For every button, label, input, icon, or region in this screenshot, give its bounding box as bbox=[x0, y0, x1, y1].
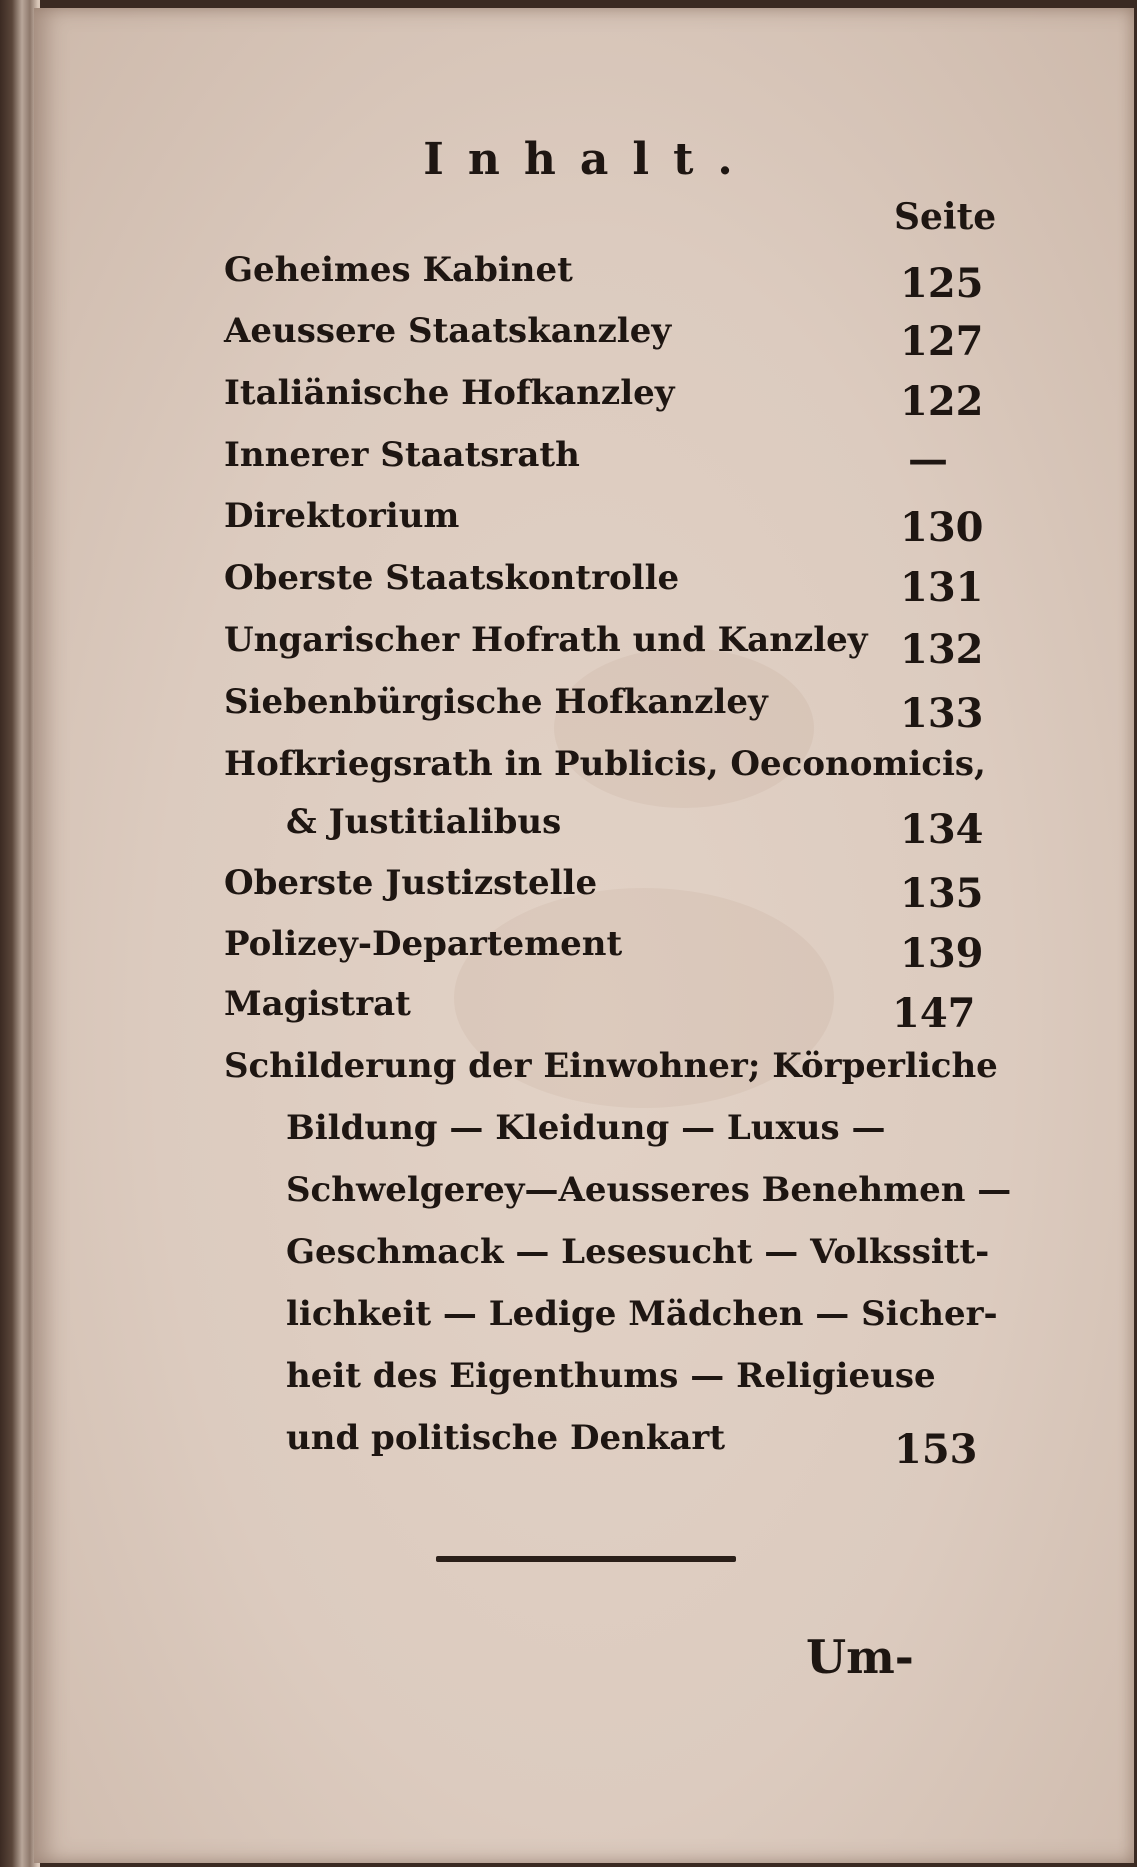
toc-page-number: 133 bbox=[900, 690, 984, 737]
toc-entry-text: Direktorium bbox=[224, 496, 460, 536]
toc-entry-text: Bildung — Kleidung — Luxus — bbox=[286, 1108, 886, 1148]
toc-page-number: 125 bbox=[900, 260, 984, 307]
toc-entry-text: & Justitialibus bbox=[286, 802, 562, 842]
toc-page-number: 131 bbox=[900, 564, 984, 611]
toc-page-number: 147 bbox=[892, 990, 976, 1037]
page-title: Inhalt. bbox=[423, 134, 757, 185]
toc-page-number: 130 bbox=[900, 504, 984, 551]
toc-entry-text: Oberste Staatskontrolle bbox=[224, 558, 680, 598]
toc-entry-text: Geschmack — Lesesucht — Volkssitt- bbox=[286, 1232, 990, 1272]
paper-stain bbox=[554, 648, 814, 808]
toc-entry-text: Schwelgerey—Aeusseres Benehmen — bbox=[286, 1170, 1012, 1210]
toc-page-number: 139 bbox=[900, 930, 984, 977]
toc-entry-text: Italiänische Hofkanzley bbox=[224, 373, 675, 413]
catchword: Um- bbox=[806, 1630, 914, 1684]
toc-page-number: 134 bbox=[900, 806, 984, 853]
toc-entry-text: Innerer Staatsrath bbox=[224, 435, 580, 475]
toc-entry-text: Magistrat bbox=[224, 984, 411, 1024]
toc-entry-text: Hofkriegsrath in Publicis, Oeconomicis, bbox=[224, 744, 986, 784]
toc-entry-text: Siebenbürgische Hofkanzley bbox=[224, 682, 768, 722]
toc-entry-text: Geheimes Kabinet bbox=[224, 250, 573, 290]
toc-entry-text: Polizey-Departement bbox=[224, 924, 623, 964]
toc-entry-text: Oberste Justizstelle bbox=[224, 863, 598, 903]
toc-page-number: — bbox=[908, 436, 948, 483]
toc-entry-text: und politische Denkart bbox=[286, 1418, 726, 1458]
toc-page-number: 122 bbox=[900, 378, 984, 425]
toc-page-number: 135 bbox=[900, 870, 984, 917]
toc-page-number: 132 bbox=[900, 626, 984, 673]
toc-page-number: 127 bbox=[900, 318, 984, 365]
toc-entry-text: Ungarischer Hofrath und Kanzley bbox=[224, 620, 868, 660]
divider-rule bbox=[436, 1556, 736, 1562]
page-column-label: Seite bbox=[894, 196, 997, 238]
toc-page-number: 153 bbox=[894, 1426, 978, 1473]
book-page bbox=[34, 8, 1134, 1863]
toc-entry-text: Schilderung der Einwohner; Körperliche bbox=[224, 1046, 998, 1086]
toc-entry-text: lichkeit — Ledige Mädchen — Sicher- bbox=[286, 1294, 998, 1334]
toc-entry-text: heit des Eigenthums — Religieuse bbox=[286, 1356, 936, 1396]
toc-entry-text: Aeussere Staatskanzley bbox=[224, 311, 672, 351]
